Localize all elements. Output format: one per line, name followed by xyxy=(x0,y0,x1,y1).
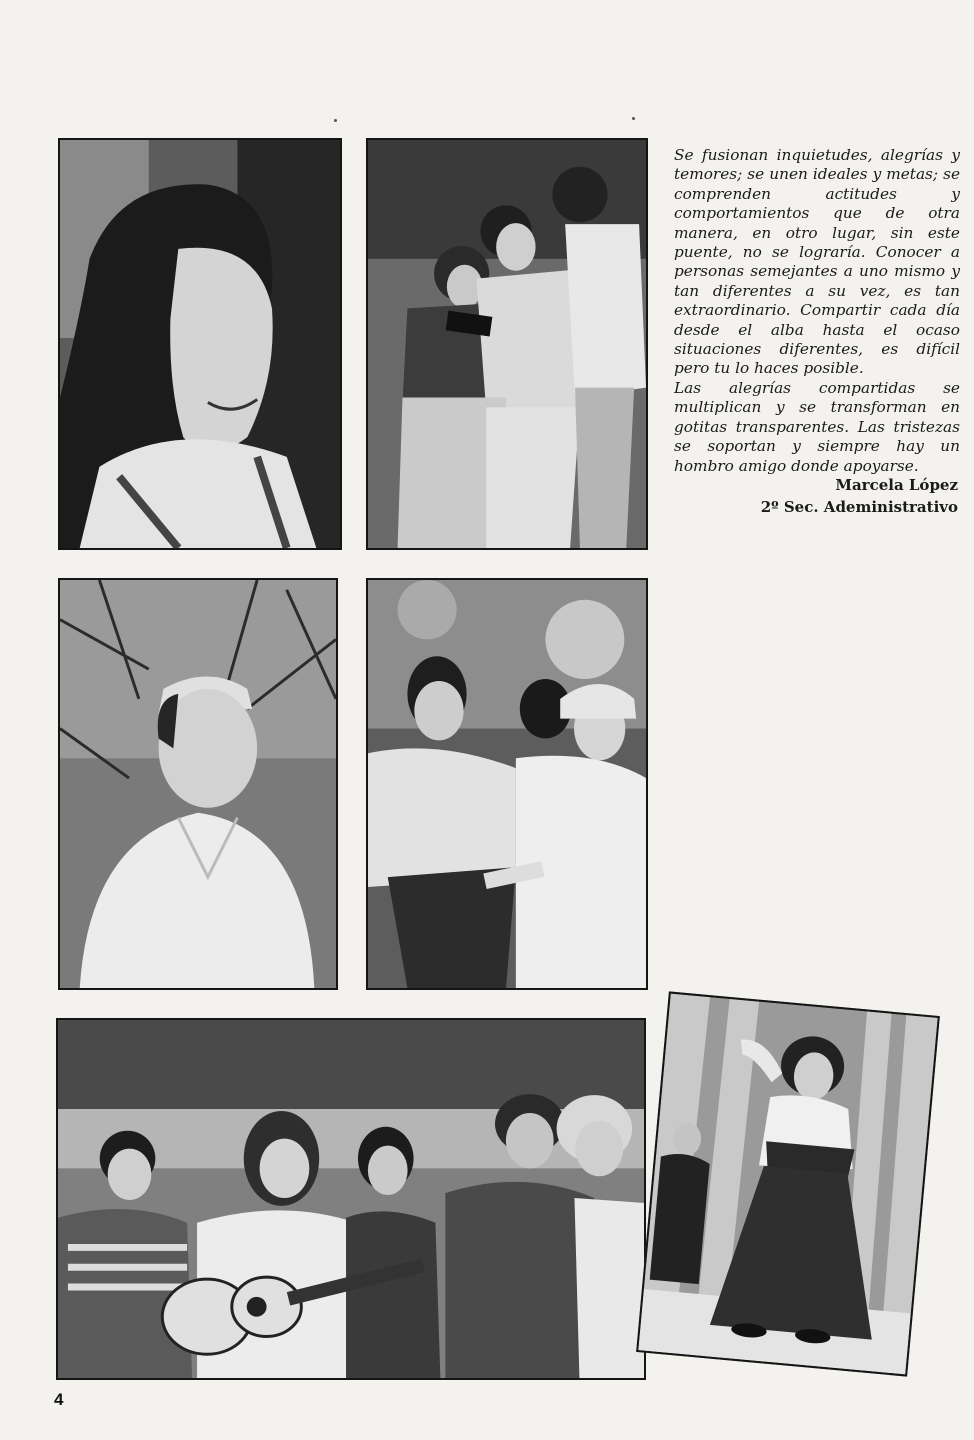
article-paragraph-1: Se fusionan inquietudes, alegrías y temores; se unen ideales y metas; se comprenden actitudes y comportamientos que de otra manera, en otro lugar, sin este puente, no se lograría. Conocer a personas semejantes a uno mismo y tan diferentes a su vez, es tan extraordinario. Compartir cada día desde el alba hasta el ocaso situaciones diferentes, es difícil pero tu lo haces posible. xyxy=(674,146,960,378)
paper-speck xyxy=(334,119,337,122)
article-paragraph-2: Las alegrías compartidas se multiplican y se transforman en gotitas transparentes. Las tristezas se soportan y siempre hay un hombro amigo donde apoyarse. xyxy=(674,378,960,475)
photo-girl-portrait xyxy=(58,138,342,550)
article-text xyxy=(674,146,960,476)
photo-boy-with-cap xyxy=(58,578,338,990)
photo-three-students xyxy=(366,138,648,550)
signature-author: Marcela López xyxy=(835,476,958,494)
paper-speck xyxy=(632,117,635,120)
photo-group-sitting xyxy=(366,578,648,990)
photo-group-with-guitar xyxy=(56,1018,646,1380)
photo-dancer-on-stage xyxy=(636,991,940,1376)
page-number: 4 xyxy=(54,1390,64,1409)
signature-group: 2º Sec. Adeministrativo xyxy=(760,498,958,516)
signature xyxy=(761,474,958,518)
